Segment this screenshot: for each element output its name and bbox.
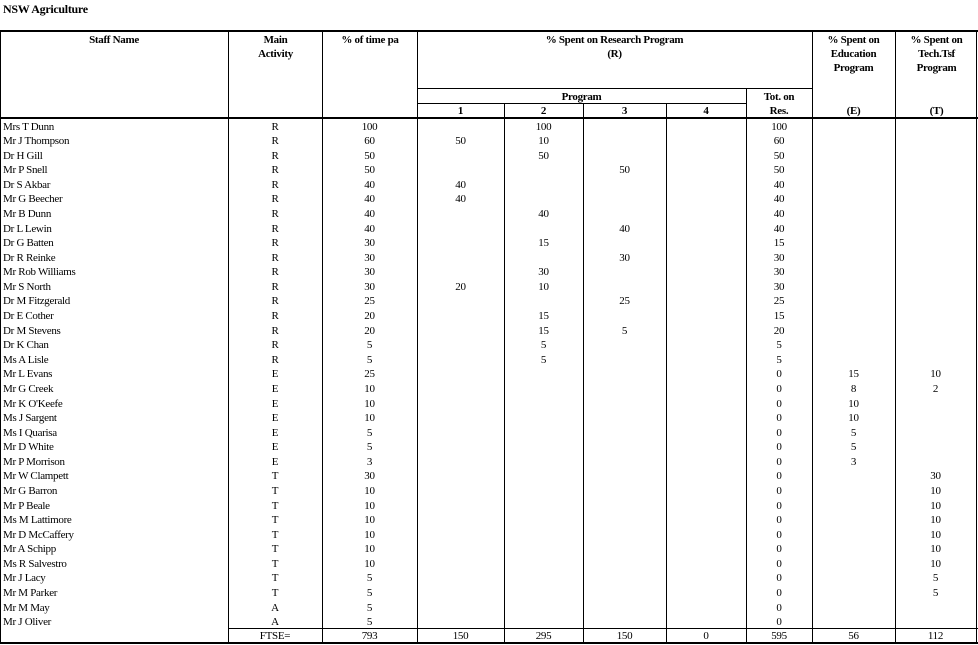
time-pa: 10 bbox=[364, 514, 375, 527]
table-row bbox=[0, 513, 978, 528]
table-row bbox=[0, 528, 978, 543]
staff-name: Mr G Beecher bbox=[3, 193, 63, 206]
main-activity: R bbox=[271, 222, 279, 235]
table-row bbox=[0, 557, 978, 572]
time-pa: 30 bbox=[364, 470, 375, 483]
techtsf-value: 10 bbox=[930, 485, 941, 497]
header-main-activity-line2: Activity bbox=[258, 48, 293, 60]
program-3-value: 25 bbox=[619, 295, 630, 308]
table-row bbox=[0, 440, 978, 455]
table-row bbox=[0, 149, 978, 164]
main-activity: R bbox=[271, 149, 279, 162]
time-pa: 25 bbox=[364, 368, 375, 381]
table-row bbox=[0, 280, 978, 295]
table-row bbox=[0, 251, 978, 266]
time-pa: 30 bbox=[364, 251, 375, 264]
main-activity: R bbox=[271, 178, 279, 191]
tot-res-value: 0 bbox=[776, 455, 782, 468]
header-program-3: 3 bbox=[621, 105, 628, 117]
techtsf-value: 2 bbox=[932, 382, 939, 395]
main-activity: R bbox=[271, 339, 279, 352]
time-pa: 10 bbox=[364, 397, 375, 410]
time-pa: 20 bbox=[364, 310, 375, 323]
table-row bbox=[0, 382, 978, 397]
staff-name: Mr D White bbox=[3, 441, 54, 454]
header-techtsf-line2: Tech.Tsf bbox=[918, 48, 955, 60]
time-pa: 10 bbox=[364, 528, 375, 541]
education-value: 10 bbox=[848, 397, 859, 410]
tot-res-value: 20 bbox=[773, 324, 785, 337]
program-2-value: 40 bbox=[538, 207, 549, 220]
program-2-value: 15 bbox=[538, 324, 549, 337]
staff-name: Mr L Evans bbox=[3, 368, 53, 381]
main-activity: T bbox=[271, 470, 279, 483]
time-pa: 5 bbox=[366, 601, 373, 614]
main-activity: T bbox=[271, 499, 279, 512]
education-value: 10 bbox=[848, 412, 859, 425]
time-pa: 40 bbox=[364, 222, 375, 235]
program-1-value: 50 bbox=[455, 135, 466, 148]
staff-name: Mr J Lacy bbox=[3, 572, 46, 585]
staff-name: Mr K O'Keefe bbox=[3, 397, 63, 410]
main-activity: A bbox=[271, 601, 279, 614]
table-row bbox=[0, 411, 978, 426]
main-activity: E bbox=[271, 441, 279, 454]
program-2-value: 5 bbox=[540, 353, 547, 366]
table-row bbox=[0, 455, 978, 470]
table-row bbox=[0, 265, 978, 280]
staff-name: Ms R Salvestro bbox=[3, 557, 67, 570]
totals-p2: 295 bbox=[535, 630, 552, 642]
staff-name: Mr G Creek bbox=[3, 382, 54, 395]
main-activity: A bbox=[271, 616, 279, 629]
program-3-value: 50 bbox=[619, 164, 630, 177]
time-pa: 100 bbox=[361, 120, 378, 133]
staff-name: Mr M May bbox=[3, 601, 50, 614]
main-activity: R bbox=[271, 164, 279, 177]
table-row bbox=[0, 338, 978, 353]
techtsf-value: 5 bbox=[932, 572, 939, 585]
header-research-line2: (R) bbox=[607, 48, 622, 60]
tot-res-value: 0 bbox=[776, 412, 782, 425]
staff-name: Mr P Morrison bbox=[3, 455, 65, 468]
tot-res-value: 0 bbox=[776, 514, 782, 527]
main-activity: R bbox=[271, 310, 279, 323]
time-pa: 25 bbox=[364, 295, 375, 308]
education-value: 15 bbox=[848, 368, 859, 381]
table-row bbox=[0, 586, 978, 601]
tot-res-value: 5 bbox=[776, 339, 782, 352]
main-activity: T bbox=[271, 557, 279, 570]
time-pa: 40 bbox=[364, 193, 375, 206]
tot-res-value: 0 bbox=[776, 587, 782, 600]
time-pa: 5 bbox=[366, 616, 373, 629]
staff-name: Dr M Stevens bbox=[3, 324, 61, 337]
staff-name: Mr P Snell bbox=[3, 164, 48, 177]
header-tot-line1: Tot. on bbox=[763, 91, 795, 103]
main-activity: R bbox=[271, 120, 279, 133]
table-row bbox=[0, 571, 978, 586]
tot-res-value: 0 bbox=[776, 485, 782, 497]
staff-name: Mr M Parker bbox=[3, 587, 58, 600]
table-row bbox=[0, 207, 978, 222]
program-2-value: 10 bbox=[538, 135, 549, 148]
main-activity: R bbox=[271, 207, 279, 220]
header-research-line1: % Spent on Research Program bbox=[545, 34, 684, 46]
time-pa: 10 bbox=[364, 485, 375, 497]
header-education-line2: Education bbox=[830, 48, 877, 60]
main-activity: T bbox=[271, 514, 279, 527]
techtsf-value: 10 bbox=[930, 528, 941, 541]
header-main-activity bbox=[228, 33, 323, 61]
program-2-value: 15 bbox=[538, 237, 549, 250]
program-3-value: 5 bbox=[621, 324, 628, 337]
staff-name: Mr G Barron bbox=[3, 485, 58, 497]
techtsf-value: 10 bbox=[930, 368, 941, 381]
main-activity: R bbox=[271, 193, 279, 206]
tot-res-value: 0 bbox=[776, 557, 782, 570]
time-pa: 5 bbox=[366, 572, 373, 585]
program-3-value: 30 bbox=[619, 251, 630, 264]
table-row bbox=[0, 222, 978, 237]
tot-res-value: 40 bbox=[773, 178, 785, 191]
main-activity: T bbox=[271, 543, 279, 556]
header-program-1: 1 bbox=[457, 105, 464, 117]
main-activity: T bbox=[271, 485, 279, 497]
time-pa: 30 bbox=[364, 280, 375, 293]
main-activity: R bbox=[271, 237, 279, 250]
time-pa: 40 bbox=[364, 207, 375, 220]
time-pa: 5 bbox=[366, 426, 373, 439]
staff-name: Ms A Lisle bbox=[3, 353, 49, 366]
program-3-value: 40 bbox=[619, 222, 630, 235]
education-value: 8 bbox=[850, 382, 857, 395]
program-2-value: 5 bbox=[540, 339, 547, 352]
techtsf-value: 5 bbox=[932, 587, 939, 600]
main-activity: E bbox=[271, 382, 279, 395]
program-2-value: 30 bbox=[538, 266, 549, 279]
table-row bbox=[0, 309, 978, 324]
techtsf-value: 10 bbox=[930, 499, 941, 512]
time-pa: 60 bbox=[364, 135, 375, 148]
staff-name: Ms I Quarisa bbox=[3, 426, 57, 439]
education-value: 5 bbox=[850, 441, 857, 454]
header-program: Program bbox=[561, 91, 602, 103]
totals-tot: 595 bbox=[771, 630, 787, 642]
header-time-pa: % of time pa bbox=[341, 34, 399, 46]
tot-res-value: 0 bbox=[776, 616, 782, 629]
tot-res-value: 60 bbox=[773, 135, 785, 148]
header-tot-on-res bbox=[746, 90, 812, 118]
tot-res-value: 50 bbox=[773, 164, 785, 177]
table-row bbox=[0, 163, 978, 178]
techtsf-value: 30 bbox=[930, 470, 941, 483]
table-row bbox=[0, 353, 978, 368]
time-pa: 10 bbox=[364, 382, 375, 395]
education-value: 5 bbox=[850, 426, 857, 439]
main-activity: E bbox=[271, 412, 279, 425]
staff-name: Mr S North bbox=[3, 280, 51, 293]
tot-res-value: 40 bbox=[773, 193, 785, 206]
tot-res-value: 100 bbox=[771, 120, 787, 133]
tot-res-value: 50 bbox=[773, 149, 785, 162]
program-1-value: 40 bbox=[455, 178, 466, 191]
totals-edu: 56 bbox=[848, 630, 859, 642]
tot-res-value: 0 bbox=[776, 543, 782, 556]
table-row bbox=[0, 615, 978, 630]
time-pa: 5 bbox=[366, 353, 373, 366]
time-pa: 5 bbox=[366, 441, 373, 454]
time-pa: 3 bbox=[366, 455, 373, 468]
time-pa: 10 bbox=[364, 557, 375, 570]
time-pa: 30 bbox=[364, 266, 375, 279]
header-techtsf-line3: Program bbox=[916, 62, 957, 74]
time-pa: 30 bbox=[364, 237, 375, 250]
staff-name: Dr L Lewin bbox=[3, 222, 52, 235]
techtsf-value: 10 bbox=[930, 514, 941, 527]
time-pa: 10 bbox=[364, 412, 375, 425]
staff-name: Dr K Chan bbox=[3, 339, 49, 352]
table-row bbox=[0, 484, 978, 499]
staff-name: Ms J Sargent bbox=[3, 412, 57, 425]
tot-res-value: 15 bbox=[773, 237, 785, 250]
tot-res-value: 25 bbox=[773, 295, 785, 308]
main-activity: T bbox=[271, 587, 279, 600]
staff-name: Dr M Fitzgerald bbox=[3, 295, 70, 308]
tot-res-value: 0 bbox=[776, 397, 782, 410]
table-row bbox=[0, 367, 978, 382]
main-activity: R bbox=[271, 251, 279, 264]
staff-name: Dr E Cother bbox=[3, 310, 54, 323]
time-pa: 5 bbox=[366, 587, 373, 600]
totals-time: 793 bbox=[361, 630, 378, 642]
table-row bbox=[0, 294, 978, 309]
staff-name: Mr W Clampett bbox=[3, 470, 69, 483]
header-techtsf-code: (T) bbox=[929, 105, 944, 117]
tot-res-value: 30 bbox=[773, 280, 785, 293]
time-pa: 10 bbox=[364, 499, 375, 512]
totals-label: FTSE= bbox=[259, 630, 291, 642]
techtsf-value: 10 bbox=[930, 557, 941, 570]
tot-res-value: 0 bbox=[776, 382, 782, 395]
tot-res-value: 0 bbox=[776, 426, 782, 439]
program-1-value: 40 bbox=[455, 193, 466, 206]
tot-res-value: 30 bbox=[773, 251, 785, 264]
totals-p1: 150 bbox=[452, 630, 469, 642]
staff-name: Mr D McCaffery bbox=[3, 528, 74, 541]
table-row bbox=[0, 324, 978, 339]
tot-res-value: 30 bbox=[773, 266, 785, 279]
tot-res-value: 0 bbox=[776, 601, 782, 614]
tot-res-value: 0 bbox=[776, 368, 782, 381]
header-research bbox=[417, 33, 812, 61]
header-techtsf bbox=[895, 33, 978, 75]
main-activity: E bbox=[271, 397, 279, 410]
staff-name: Mr J Thompson bbox=[3, 135, 70, 148]
time-pa: 20 bbox=[364, 324, 375, 337]
header-techtsf-line1: % Spent on bbox=[910, 34, 963, 46]
header-main-activity-line1: Main bbox=[263, 34, 288, 46]
staff-name: Mr P Beale bbox=[3, 499, 50, 512]
table-row bbox=[0, 178, 978, 193]
main-activity: R bbox=[271, 280, 279, 293]
header-education bbox=[812, 33, 895, 75]
program-2-value: 50 bbox=[538, 149, 549, 162]
staff-name: Dr S Akbar bbox=[3, 178, 51, 191]
table-row bbox=[0, 542, 978, 557]
time-pa: 50 bbox=[364, 164, 375, 177]
header-education-line3: Program bbox=[833, 62, 874, 74]
time-pa: 40 bbox=[364, 178, 375, 191]
table-row bbox=[0, 120, 978, 135]
program-sub-rule bbox=[417, 103, 746, 104]
table-row bbox=[0, 426, 978, 441]
tot-res-value: 15 bbox=[773, 310, 785, 323]
header-tot-line2: Res. bbox=[769, 105, 789, 117]
main-activity: R bbox=[271, 295, 279, 308]
header-education-line1: % Spent on bbox=[827, 34, 880, 46]
tot-res-value: 0 bbox=[776, 499, 782, 512]
education-value: 3 bbox=[850, 455, 857, 468]
tot-res-value: 0 bbox=[776, 572, 782, 585]
table-row bbox=[0, 469, 978, 484]
tot-res-value: 0 bbox=[776, 528, 782, 541]
main-activity: R bbox=[271, 266, 279, 279]
header-program-4: 4 bbox=[703, 105, 709, 117]
staff-name: Mr B Dunn bbox=[3, 207, 52, 220]
staff-name: Dr R Reinke bbox=[3, 251, 56, 264]
table-row bbox=[0, 192, 978, 207]
tot-res-value: 40 bbox=[773, 222, 785, 235]
program-2-value: 10 bbox=[538, 280, 549, 293]
main-activity: R bbox=[271, 324, 279, 337]
header-program-2: 2 bbox=[540, 105, 547, 117]
page-title: NSW Agriculture bbox=[3, 2, 88, 16]
staff-name: Mr J Oliver bbox=[3, 616, 52, 629]
totals-p4: 0 bbox=[703, 630, 709, 642]
main-activity: E bbox=[271, 426, 279, 439]
table-row bbox=[0, 134, 978, 149]
tot-res-value: 0 bbox=[776, 441, 782, 454]
program-1-value: 20 bbox=[455, 280, 466, 293]
totals-tech: 112 bbox=[927, 630, 944, 642]
main-activity: T bbox=[271, 528, 279, 541]
main-activity: R bbox=[271, 353, 279, 366]
tot-res-value: 40 bbox=[773, 207, 785, 220]
staff-name: Mrs T Dunn bbox=[3, 120, 54, 133]
staff-name: Ms M Lattimore bbox=[3, 514, 72, 527]
program-top-rule bbox=[417, 88, 812, 89]
tot-res-value: 0 bbox=[776, 470, 782, 483]
main-activity: E bbox=[271, 455, 279, 468]
table-row bbox=[0, 397, 978, 412]
time-pa: 10 bbox=[364, 543, 375, 556]
top-rule bbox=[0, 30, 978, 32]
time-pa: 50 bbox=[364, 149, 375, 162]
tot-res-value: 5 bbox=[776, 353, 782, 366]
staff-name: Mr A Schipp bbox=[3, 543, 56, 556]
main-activity: E bbox=[271, 368, 279, 381]
totals-row bbox=[0, 629, 978, 643]
staff-name: Mr Rob Williams bbox=[3, 266, 76, 279]
table-row bbox=[0, 236, 978, 251]
staff-name: Dr G Batten bbox=[3, 237, 54, 250]
header-staff-name: Staff Name bbox=[89, 34, 139, 46]
totals-p3: 150 bbox=[616, 630, 633, 642]
table-row bbox=[0, 499, 978, 514]
table-row bbox=[0, 601, 978, 616]
program-2-value: 100 bbox=[535, 120, 552, 133]
staff-name: Dr H Gill bbox=[3, 149, 43, 162]
program-2-value: 15 bbox=[538, 310, 549, 323]
techtsf-value: 10 bbox=[930, 543, 941, 556]
time-pa: 5 bbox=[366, 339, 373, 352]
header-education-code: (E) bbox=[846, 105, 861, 117]
main-activity: T bbox=[271, 572, 279, 585]
main-activity: R bbox=[271, 135, 279, 148]
